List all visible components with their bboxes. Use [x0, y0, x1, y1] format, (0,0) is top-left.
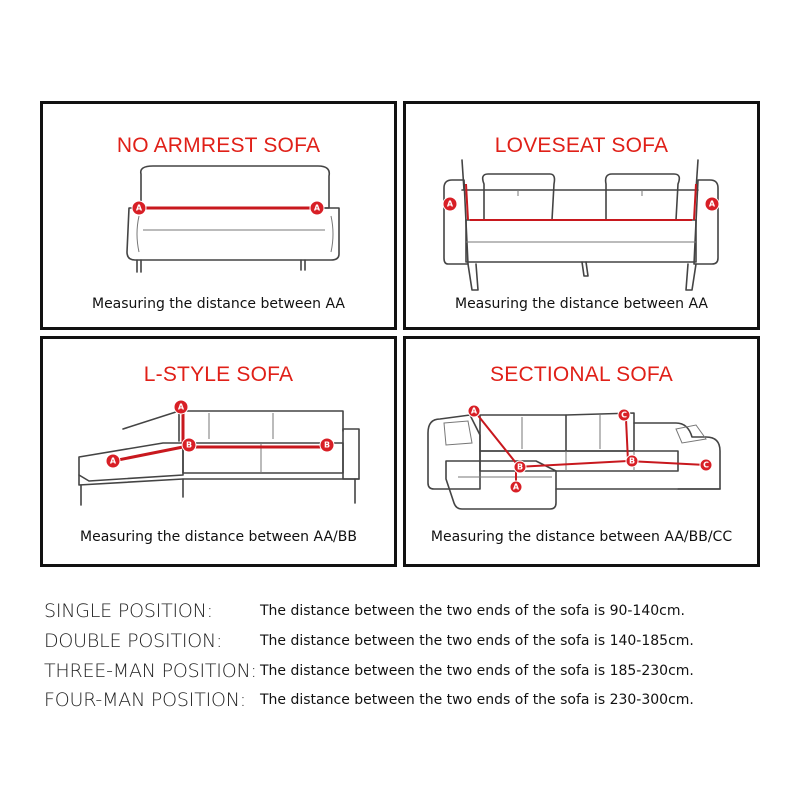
marker-b-left: [514, 461, 526, 473]
svg-text:C: C: [703, 460, 709, 470]
svg-text:A: A: [313, 203, 321, 213]
marker-c-right: [700, 459, 712, 471]
svg-text:B: B: [516, 462, 524, 472]
panel-caption: Measuring the distance between AA/BB: [80, 529, 357, 545]
svg-text:B: B: [628, 456, 636, 466]
svg-text:B: B: [323, 440, 331, 450]
svg-text:A: A: [135, 203, 143, 213]
panel-title: LOVESEAT SOFA: [494, 134, 669, 157]
svg-text:C: C: [621, 410, 627, 420]
position-row-four-man: [44, 689, 784, 717]
loveseat-sofa-illustration: [406, 104, 757, 327]
marker-a-top: [174, 400, 188, 414]
panel-title: L-STYLE SOFA: [143, 363, 294, 386]
position-label: THREE-MAN POSITION:: [44, 660, 257, 682]
svg-text:B: B: [185, 440, 193, 450]
marker-a-right: [705, 197, 719, 211]
position-label: DOUBLE POSITION:: [44, 630, 223, 652]
position-description: The distance between the two ends of the sofa is 185-230cm.: [260, 663, 694, 679]
panel-sectional-sofa: [403, 336, 760, 567]
marker-a-right: [310, 201, 324, 215]
marker-b-left: [182, 438, 196, 452]
panel-title: SECTIONAL SOFA: [490, 363, 673, 386]
panel-caption: Measuring the distance between AA: [91, 296, 346, 312]
position-description: The distance between the two ends of the sofa is 230-300cm.: [260, 692, 694, 708]
marker-a-bottom: [510, 481, 522, 493]
marker-b-right: [320, 438, 334, 452]
svg-text:A: A: [708, 199, 716, 209]
panel-l-style-sofa: [40, 336, 397, 567]
position-row-double: [44, 630, 784, 658]
panel-no-armrest-sofa: [40, 101, 397, 330]
svg-text:A: A: [177, 402, 185, 412]
no-armrest-sofa-illustration: [43, 104, 394, 327]
panel-caption: Measuring the distance between AA: [454, 296, 709, 312]
svg-text:A: A: [470, 406, 478, 416]
panel-loveseat-sofa: [403, 101, 760, 330]
marker-c-top: [618, 409, 630, 421]
panel-caption: Measuring the distance between AA/BB/CC: [430, 529, 733, 545]
marker-a-top: [468, 405, 480, 417]
position-description: The distance between the two ends of the sofa is 140-185cm.: [260, 633, 694, 649]
marker-a-left: [132, 201, 146, 215]
svg-text:A: A: [109, 456, 117, 466]
svg-text:A: A: [512, 482, 520, 492]
panel-title: NO ARMREST SOFA: [116, 134, 321, 157]
marker-a-left: [443, 197, 457, 211]
marker-b-right: [626, 455, 638, 467]
svg-text:A: A: [446, 199, 454, 209]
position-label: FOUR-MAN POSITION:: [44, 689, 246, 711]
position-row-single: [44, 600, 784, 628]
marker-a-left: [106, 454, 120, 468]
position-description: The distance between the two ends of the sofa is 90-140cm.: [260, 603, 685, 619]
position-label: SINGLE POSITION:: [44, 600, 213, 622]
position-row-three-man: [44, 660, 784, 688]
